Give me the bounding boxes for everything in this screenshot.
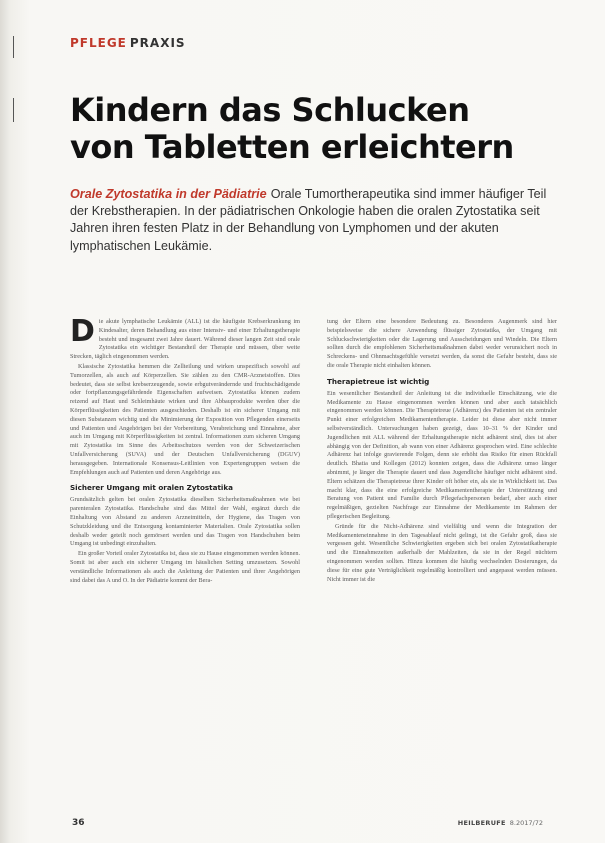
- section-header: [70, 36, 186, 50]
- drop-cap: D: [70, 314, 95, 349]
- issue-number: 8.2017/72: [509, 819, 543, 827]
- footer-publication: [458, 819, 543, 827]
- body-paragraph: Ein wesentlicher Bestandteil der Anleitung ist die individuelle Einschätzung, wie die Medikamente zu Hause eingenommen werden können und aber auch tatsächlich eingenommen werden können. Die Therapietreue (Adhärenz) des Patienten ist ein zentraler Punkt einer erfolgreichen Medikamententherapie. Leider ist diese aber nicht immer selbstverständlich. Untersuchungen haben gezeigt, dass 10–31 % der Kinder und Jugendlichen mit ALL während der Erhaltungstherapie nicht adhärent sind, dies ist aber abhängig von der Definition, ab wann von einer Adhärenz gesprochen wird. Eine schlechte Adhärenz hat infolge gravierende Folgen, denn sie erhöht das Risiko für einen Rückfall deutlich. Bhatia und Kollegen (2012) konnten zeigen, dass die Adhärenz umso länger abnimmt, je länger die Therapie dauert und dass Jugendliche häufiger nicht adhärent sind. Eltern schätzen die Therapietreue ihrer Kinder oft höher ein, als sie in Wirklichkeit ist. Das macht klar, dass die eine erfolgreiche Medikamententherapie der Unterstützung und Beratung von Patient und Familie durch Pflegefachpersonen bedarf, aber auch einer regelmäßigen, gezielten Nachfrage zur Einnahme der Medikamente im Rahmen der pflegerischen Begleitung.: [327, 389, 557, 520]
- margin-mark: [13, 36, 14, 58]
- subheading: Therapietreue ist wichtig: [327, 376, 430, 386]
- margin-mark: [13, 98, 14, 122]
- lead-paragraph: [70, 186, 548, 255]
- subheading: Sicherer Umgang mit oralen Zytostatika: [70, 483, 233, 493]
- body-column-left: [70, 314, 300, 586]
- body-column-right: [327, 318, 557, 585]
- body-paragraph: tung der Eltern eine besondere Bedeutung zu. Besonderes Augenmerk sind hier beispielsweise die sichere Anwendung flüssiger Zytostatika, der Umgang mit Schluckschwierigkeiten oder die Lagerung und Ausscheidungen und Windeln. Die Eltern sollten durch die empfohlenen Sicherheitsmaßnahmen dabei weder verunsichert noch in Schreckens- und Ohnmachtsgefühle versetzt werden, da sonst die Gefahr besteht, dass sie die orale Therapie nicht einhalten können.: [327, 318, 557, 369]
- lead-text: Orale Tumortherapeutika sind immer häufiger Teil der Krebstherapien. In der pädiatrischen Onkologie haben die oralen Zytostatika seit Jahren ihren festen Platz in der Behandlung von Lymphomen und der akuten lymphatischen Leukämie.: [70, 187, 547, 253]
- paragraph-text: ie akute lymphatische Leukämie (ALL) ist die häufigste Krebserkrankung im Kindesalter, deren Behandlung aus einer Intensiv- und einer Erhaltungstherapie besteht und insgesamt zwei Jahre dauert. Während dieser langen Zeit sind orale Zytostatika ein wichtiger Bestandteil der Therapie und müssen, über weite Strecken, täglich eingenommen werden.: [70, 318, 300, 361]
- body-paragraph: [70, 314, 300, 362]
- lead-kicker: Orale Zytostatika in der Pädiatrie: [70, 187, 267, 201]
- subsection-label: PRAXIS: [129, 36, 186, 50]
- publication-name: HEILBERUFE: [457, 819, 506, 827]
- section-label: PFLEGE: [70, 36, 127, 50]
- body-paragraph: Grundsätzlich gelten bei oralen Zytostatika dieselben Sicherheitsmaßnahmen wie bei parenteralen Zytostatika. Handschuhe sind das Mittel der Wahl, ergänzt durch die Einhaltung von Abstand zu anderen Arzneimitteln, der Hygiene, das Tragen von Schutzkleidung und die Entsorgung kontaminierter Materialien. Orale Zytostatika sollen deshalb weder geteilt noch gemörsert werden und das Tragen von Handschuhen beim Umgang ist unbedingt einzuhalten.: [70, 496, 300, 548]
- body-paragraph: Klassische Zytostatika hemmen die Zellteilung und wirken unspezifisch sowohl auf Tumorzellen, als auch auf Körperzellen. Sie zählen zu den CMR-Arzneistoffen. Dies bedeutet, dass sie selbst krebserzeugende, sowie erbgutverändernde und fruchtschädigende oder fortpflanzungsgefährdende Eigenschaften aufweisen. Zytostatika können zudem reizend auf Haut und Schleimhäute wirken und ihre Abbauprodukte werden über die Körperflüssigkeiten des Patienten ausgeschieden. Deshalb ist ein sicherer Umgang mit diesen Substanzen wichtig und die Minimierung der Exposition von Pflegenden einerseits und Patienten und Angehörigen bei der Vorbereitung, Verabreichung und Einnahme, aber auch im Umgang mit Körperflüssigkeiten ist zentral. Informationen zum sicheren Umgang mit Zytostatika im Sinne des Arbeitsschutzes werden von der Schweizerischen Unfallversicherung (SUVA) und der Deutschen Unfallversicherung (DGUV) herausgegeben. Internationale Konsensus-Leitlinien von Expertengruppen weisen die Empfehlungen auch auf Patienten und deren Angehörige aus.: [70, 362, 300, 476]
- title-line-2: von Tabletten erleichtern: [70, 128, 514, 166]
- article-title: [70, 92, 540, 166]
- title-line-1: Kindern das Schlucken: [70, 91, 470, 129]
- page-number: 36: [72, 818, 85, 828]
- body-paragraph: Ein großer Vorteil oraler Zytostatika ist, dass sie zu Hause eingenommen werden können. Somit ist aber auch ein sicherer Umgang im häuslichen Setting umzusetzen. Sowohl verständliche Informationen als auch die Anleitung der Patienten und ihrer Angehörigen sind dabei das A und O. In der Pädiatrie kommt der Bera-: [70, 550, 300, 584]
- body-paragraph: Gründe für die Nicht-Adhärenz sind vielfältig und wenn die Integration der Medikamenteneinnahme in den Tagesablauf nicht gelingt, ist die Gefahr groß, dass sie vergessen geht. Wesentliche Schwierigkeiten ergeben sich bei oralen Zytostatikatherapie und die Einnahmezeiten außerhalb der Mahlzeiten, da sie in der Regel nüchtern eingenommen werden sollten. Hinzu kommen die häufig wechselnden Dosierungen, da diese für eine gute Verträglichkeit regelmäßig kontrolliert und angepasst werden müssen. Nicht immer ist die: [327, 522, 557, 583]
